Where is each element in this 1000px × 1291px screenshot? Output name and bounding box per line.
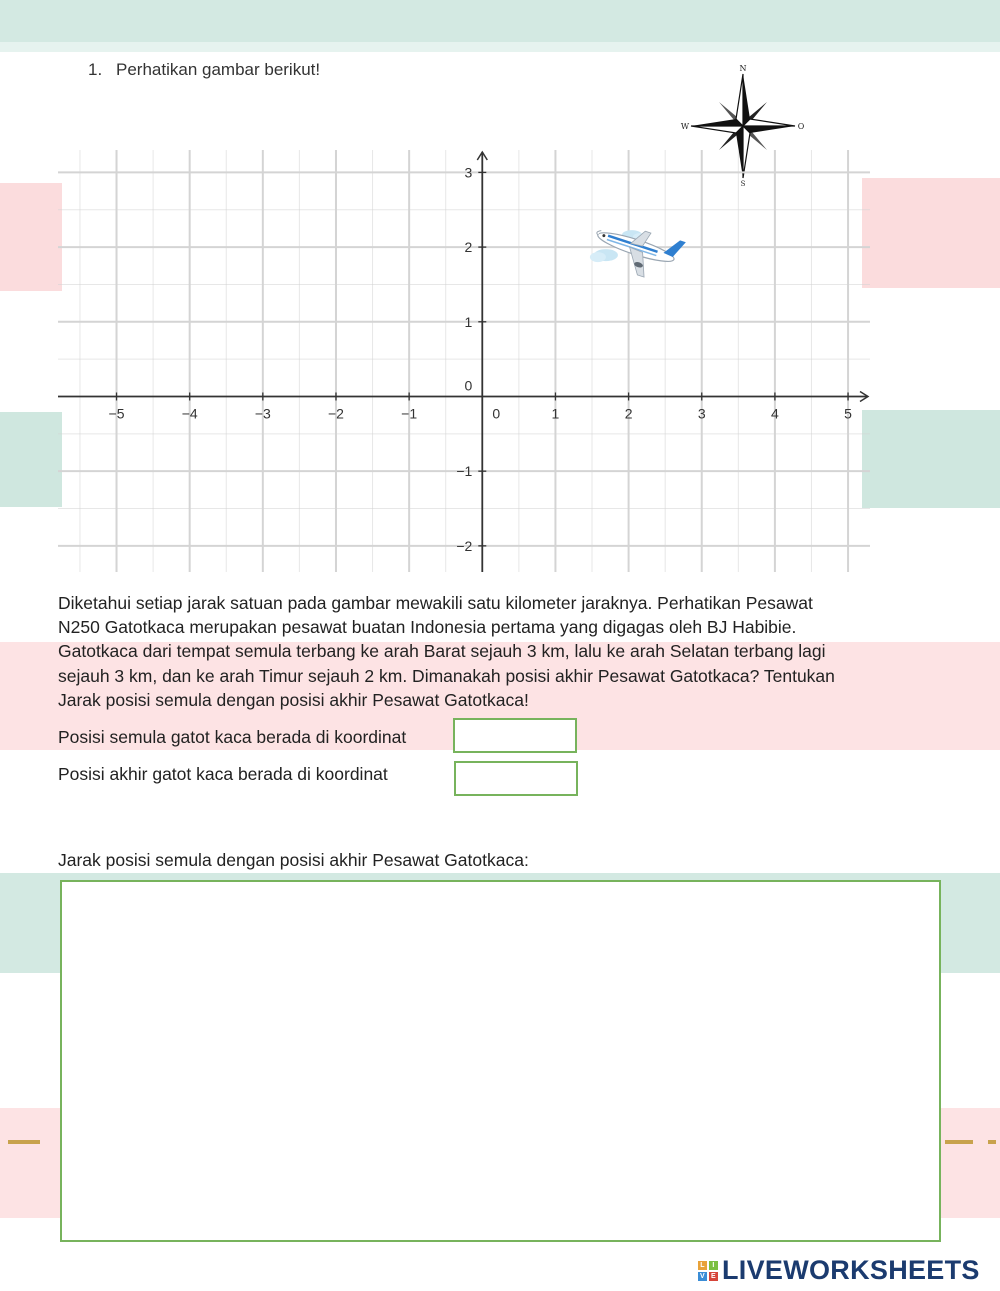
x-tick-label: −4 bbox=[181, 405, 198, 422]
problem-statement bbox=[58, 591, 938, 712]
bg-stripe-mint-right bbox=[862, 410, 1000, 508]
liveworksheets-wordmark: LIVEWORKSHEETS bbox=[722, 1255, 980, 1285]
bg-dash-gold-left bbox=[8, 1140, 40, 1144]
question-number: 1. bbox=[88, 60, 103, 79]
bg-stripe-mint-left bbox=[0, 412, 62, 507]
compass-east-label: O bbox=[797, 122, 805, 131]
distance-label: Jarak posisi semula dengan posisi akhir Pesawat Gatotkaca: bbox=[58, 850, 529, 870]
x-tick-label: 0 bbox=[492, 405, 501, 422]
problem-line: sejauh 3 km, dan ke arah Timur sejauh 2 km. Dimanakah posisi akhir Pesawat Gatotkaca? Tentukan bbox=[58, 665, 835, 686]
bg-dash-gold-right bbox=[945, 1140, 973, 1144]
y-tick-label: 2 bbox=[464, 239, 473, 256]
problem-line: Diketahui setiap jarak satuan pada gambar mewakili satu kilometer jaraknya. Perhatikan Pesawat bbox=[58, 593, 813, 613]
x-tick-label: 5 bbox=[844, 405, 852, 422]
bg-dash-gold-right-small bbox=[988, 1140, 996, 1144]
grid-lines bbox=[58, 150, 870, 572]
x-tick-label: −2 bbox=[327, 405, 344, 422]
y-tick-label: −1 bbox=[456, 463, 473, 480]
y-origin-label: 0 bbox=[464, 377, 473, 394]
bg-stripe-pink-right bbox=[862, 178, 1000, 288]
x-tick-label: −3 bbox=[254, 405, 271, 422]
bg-stripe-pink-left bbox=[0, 183, 62, 291]
liveworksheets-logo-icon: L I V E bbox=[698, 1261, 718, 1281]
x-tick-label: 3 bbox=[697, 405, 706, 422]
airplane-marker bbox=[588, 215, 686, 286]
x-tick-label: 1 bbox=[551, 405, 560, 422]
x-tick-label: 2 bbox=[624, 405, 633, 422]
bg-stripe-mint-top bbox=[0, 0, 1000, 42]
start-position-input[interactable] bbox=[453, 718, 577, 753]
bg-stripe-mint-top-edge bbox=[0, 42, 1000, 52]
problem-line: Jarak posisi semula dengan posisi akhir Pesawat Gatotkaca! bbox=[58, 689, 529, 710]
question-prompt: Perhatikan gambar berikut! bbox=[116, 60, 321, 79]
end-position-label: Posisi akhir gatot kaca berada di koordinat bbox=[58, 764, 388, 784]
question-title bbox=[88, 60, 320, 80]
coordinate-grid-chart bbox=[58, 150, 870, 572]
x-tick-label: −1 bbox=[401, 405, 418, 422]
y-tick-label: −2 bbox=[456, 537, 473, 554]
y-tick-label: 3 bbox=[464, 164, 473, 181]
compass-west-label: W bbox=[680, 122, 690, 131]
end-position-input[interactable] bbox=[454, 761, 578, 796]
liveworksheets-logo bbox=[698, 1255, 980, 1286]
x-tick-label: 4 bbox=[771, 405, 779, 422]
problem-line: Gatotkaca dari tempat semula terbang ke arah Barat sejauh 3 km, lalu ke arah Selatan terbang lagi bbox=[58, 641, 826, 662]
problem-line: N250 Gatotkaca merupakan pesawat buatan Indonesia pertama yang digagas oleh BJ Habibie. bbox=[58, 617, 797, 638]
compass-south-label: S bbox=[740, 180, 746, 186]
y-tick-label: 1 bbox=[464, 313, 473, 330]
compass-north-label: N bbox=[739, 64, 747, 73]
x-tick-label: −5 bbox=[108, 405, 125, 422]
distance-answer-area[interactable] bbox=[60, 880, 941, 1242]
start-position-label: Posisi semula gatot kaca berada di koordinat bbox=[58, 727, 407, 747]
